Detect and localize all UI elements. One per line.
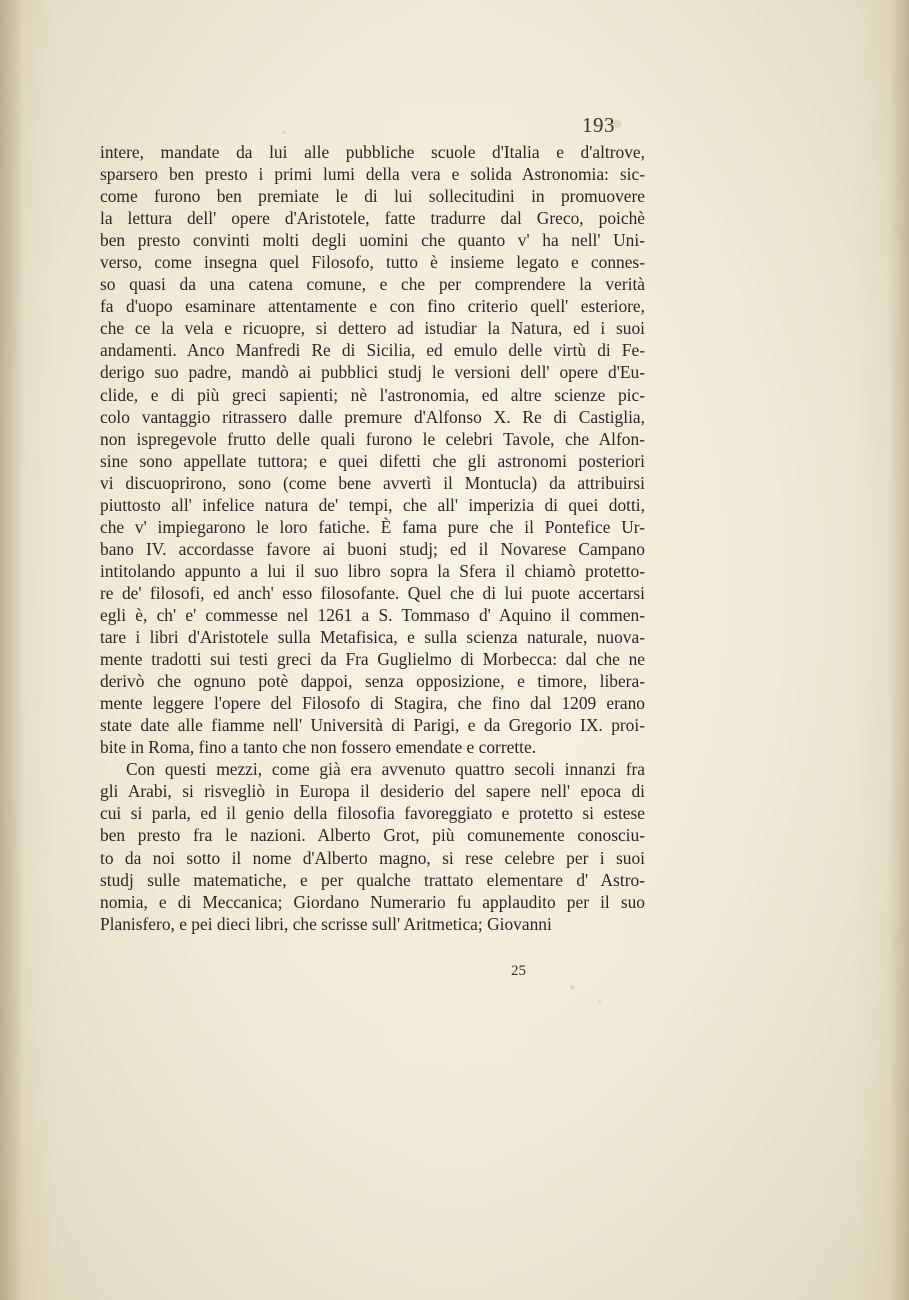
text-line: tare i libri d'Aristotele sulla Metafisica, e sulla scienza naturale, nuova- (100, 627, 645, 648)
text-line: mente leggere l'opere del Filosofo di Stagira, che fino dal 1209 erano (100, 693, 645, 714)
text-line: colo vantaggio ritrassero dalle premure d'Alfonso X. Re di Castiglia, (100, 406, 645, 427)
page-edge-shadow-left (0, 0, 24, 1300)
paper-stain (282, 131, 286, 134)
text-line: che v' impiegarono le loro fatiche. È fama pure che il Pontefice Ur- (100, 516, 645, 537)
text-line: studj sulle matematiche, e per qualche trattato elementare d' Astro- (100, 869, 645, 890)
text-line: intitolando appunto a lui il suo libro sopra la Sfera il chiamò protetto- (100, 560, 645, 581)
text-line: cui si parla, ed il genio della filosofia favoreggiato e protetto si estese (100, 803, 645, 824)
signature-mark: 25 (511, 963, 526, 979)
text-line: intere, mandate da lui alle pubbliche scuole d'Italia e d'altrove, (100, 142, 645, 162)
text-line: derigo suo padre, mandò ai pubblici studj le versioni dell' opere d'Eu- (100, 362, 645, 383)
text-line: bite in Roma, fino a tanto che non fossero emendate e corrette. (100, 737, 537, 758)
text-line: che ce la vela e ricuopre, si dettero ad istudiar la Natura, ed i suoi (100, 318, 645, 339)
text-line: andamenti. Anco Manfredi Re di Sicilia, ed emulo delle virtù di Fe- (100, 340, 645, 361)
paragraph (100, 758, 645, 934)
text-line: come furono ben premiate le di lui sollecitudini in promuovere (100, 186, 645, 207)
body-text (100, 141, 645, 935)
page-number: 193 (582, 113, 615, 137)
text-line: verso, come insegna quel Filosofo, tutto è insieme legato e connes- (100, 252, 645, 273)
text-line: bano IV. accordasse favore ai buoni studj; ed il Novarese Campano (100, 538, 645, 559)
text-line: fa d'uopo esaminare attentamente e con fino criterio quell' esteriore, (100, 296, 645, 317)
text-line: piuttosto all' infelice natura de' tempi, che all' imperizia di quei dotti, (100, 494, 645, 515)
text-line: state date alle fiamme nell' Università di Parigi, e da Gregorio IX. proi- (100, 715, 645, 736)
page-edge-shadow-right (889, 0, 909, 1300)
text-line: vi discuoprirono, sono (come bene avvertì il Montucla) da attribuirsi (100, 472, 645, 493)
text-line: non ispregevole frutto delle quali furono le celebri Tavole, che Alfon- (100, 428, 645, 449)
text-line: sine sono appellate tuttora; e quei difetti che gli astronomi posteriori (100, 450, 645, 471)
text-line: ben presto convinti molti degli uomini che quanto v' ha nell' Uni- (100, 230, 645, 251)
text-line: to da noi sotto il nome d'Alberto magno, si rese celebre per i suoi (100, 847, 645, 868)
text-line: gli Arabi, si risvegliò in Europa il desiderio del sapere nell' epoca di (100, 781, 645, 802)
paragraph (100, 141, 645, 758)
text-line: ben presto fra le nazioni. Alberto Grot, più comunemente conosciu- (100, 825, 645, 846)
text-line: Planisfero, e pei dieci libri, che scrisse sull' Aritmetica; Giovanni (100, 913, 552, 934)
text-line: egli è, ch' e' commesse nel 1261 a S. Tommaso d' Aquino il commen- (100, 604, 645, 625)
text-line: sparsero ben presto i primi lumi della vera e solida Astronomia: sic- (100, 164, 645, 185)
paper-stain (570, 985, 575, 990)
text-line: derivò che ognuno potè dappoi, senza opposizione, e timore, libera- (100, 671, 645, 692)
text-line: nomia, e di Meccanica; Giordano Numerario fu applaudito per il suo (100, 891, 645, 912)
text-line: re de' filosofi, ed anch' esso filosofante. Quel che di lui puote accertarsi (100, 582, 645, 603)
text-line: so quasi da una catena comune, e che per comprendere la verità (100, 274, 645, 295)
text-line: la lettura dell' opere d'Aristotele, fatte tradurre dal Greco, poichè (100, 208, 645, 229)
text-line: clide, e di più greci sapienti; nè l'astronomia, ed altre scienze pic- (100, 384, 645, 405)
text-line: Con questi mezzi, come già era avvenuto quattro secoli innanzi fra (126, 759, 645, 780)
text-line: mente tradotti sui testi greci da Fra Guglielmo di Morbecca: dal che ne (100, 649, 645, 670)
paper-stain (598, 1000, 601, 1003)
